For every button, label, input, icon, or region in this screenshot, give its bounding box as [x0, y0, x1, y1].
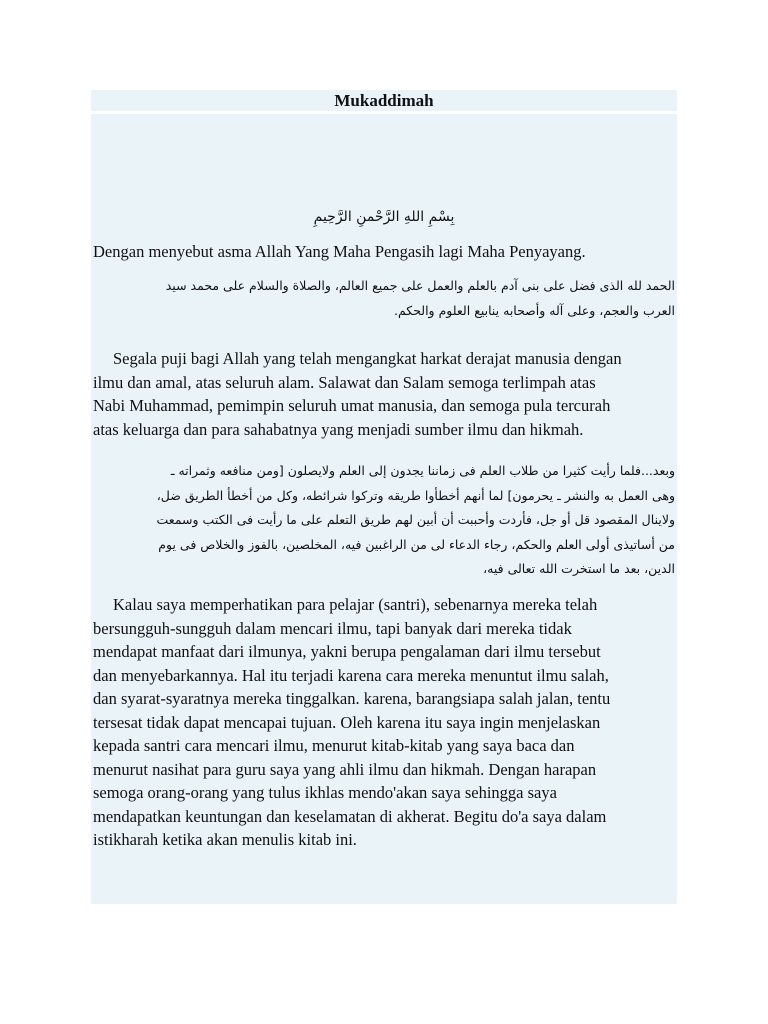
arabic-line: وبعد...فلما رأيت كثيرا من طلاب العلم فى زماننا يجدون إلى العلم ولايصلون [ومن منافعه وثمراته ـ — [170, 463, 675, 478]
paragraph-line: Kalau saya memperhatikan para pelajar (santri), sebenarnya mereka telah — [113, 595, 598, 614]
paragraph-line: Segala puji bagi Allah yang telah mengangkat harkat derajat manusia dengan — [113, 349, 622, 368]
document-page — [91, 90, 677, 904]
arabic-block-1 — [91, 274, 675, 323]
paragraph-line: ilmu dan amal, atas seluruh alam. Salawat dan Salam semoga terlimpah atas — [93, 372, 596, 392]
paragraph-line: mendapat manfaat dari ilmunya, yakni berupa pengalaman dari ilmu tersebut — [93, 642, 601, 661]
paragraph-line: bersungguh-sungguh dalam mencari ilmu, tapi banyak dari mereka tidak — [93, 618, 572, 638]
paragraph-line: atas keluarga dan para sahabatnya yang menjadi sumber ilmu dan hikmah. — [93, 419, 584, 439]
paragraph-line: semoga orang-orang yang tulus ikhlas mendo'akan saya sehingga saya — [93, 783, 557, 802]
paragraph-line: kepada santri cara mencari ilmu, menurut kitab-kitab yang saya baca dan — [93, 736, 575, 755]
arabic-line: الحمد لله الذى فضل على بنى آدم بالعلم والعمل على جميع العالم، والصلاة والسلام على محمد سيد — [165, 278, 675, 293]
arabic-line: الدين، بعد ما استخرت الله تعالى فيه، — [483, 561, 675, 576]
title-band — [91, 90, 677, 111]
arabic-line: العرب والعجم، وعلى آله وأصحابه ينابيع العلوم والحكم. — [394, 302, 675, 318]
paragraph-line: mendapatkan keuntungan dan keselamatan di akherat. Begitu do'a saya dalam — [93, 806, 607, 826]
paragraph-2 — [93, 593, 673, 852]
paragraph-line: tersesat tidak dapat mencapai tujuan. Oleh karena itu saya ingin menjelaskan — [93, 712, 601, 732]
arabic-line: من أساتيذى أولى العلم والحكم، رجاء الدعاء لى من الراغبين فيه، المخلصين، بالفوز والخلاص فى يوم — [158, 536, 675, 552]
paragraph-line: istikharah ketika akan menulis kitab ini. — [93, 830, 357, 849]
paragraph-line: menurut nasihat para guru saya yang ahli ilmu dan hikmah. Dengan harapan — [93, 759, 597, 779]
arabic-line: وهى العمل به والنشر ـ يحرمون] لما أنهم أخطأوا طريقه وتركوا شرائطه، وكل من أخطأ الطريق ضل، — [156, 487, 675, 503]
document-body — [91, 114, 677, 904]
arabic-block-2 — [91, 459, 675, 582]
page-title: Mukaddimah — [334, 91, 434, 110]
paragraph-line: Nabi Muhammad, pemimpin seluruh umat manusia, dan semoga pula tercurah — [93, 396, 611, 415]
arabic-line: ولاينال المقصود قل أو جل، فأردت وأحببت أن أبين لهم طريق التعلم على ما رأيت فى الكتب وسمعت — [156, 512, 675, 527]
bismillah-line: بِسْمِ اللهِ الرَّحْمنِ الرَّحِيمِ — [313, 209, 455, 225]
paragraph-line: dan syarat-syaratnya mereka tinggalkan. karena, barangsiapa salah jalan, tentu — [93, 689, 611, 708]
paragraph-1 — [93, 347, 673, 441]
opening-line: Dengan menyebut asma Allah Yang Maha Pengasih lagi Maha Penyayang. — [93, 242, 586, 261]
paragraph-line: dan menyebarkannya. Hal itu terjadi karena cara mereka menuntut ilmu salah, — [93, 665, 609, 685]
